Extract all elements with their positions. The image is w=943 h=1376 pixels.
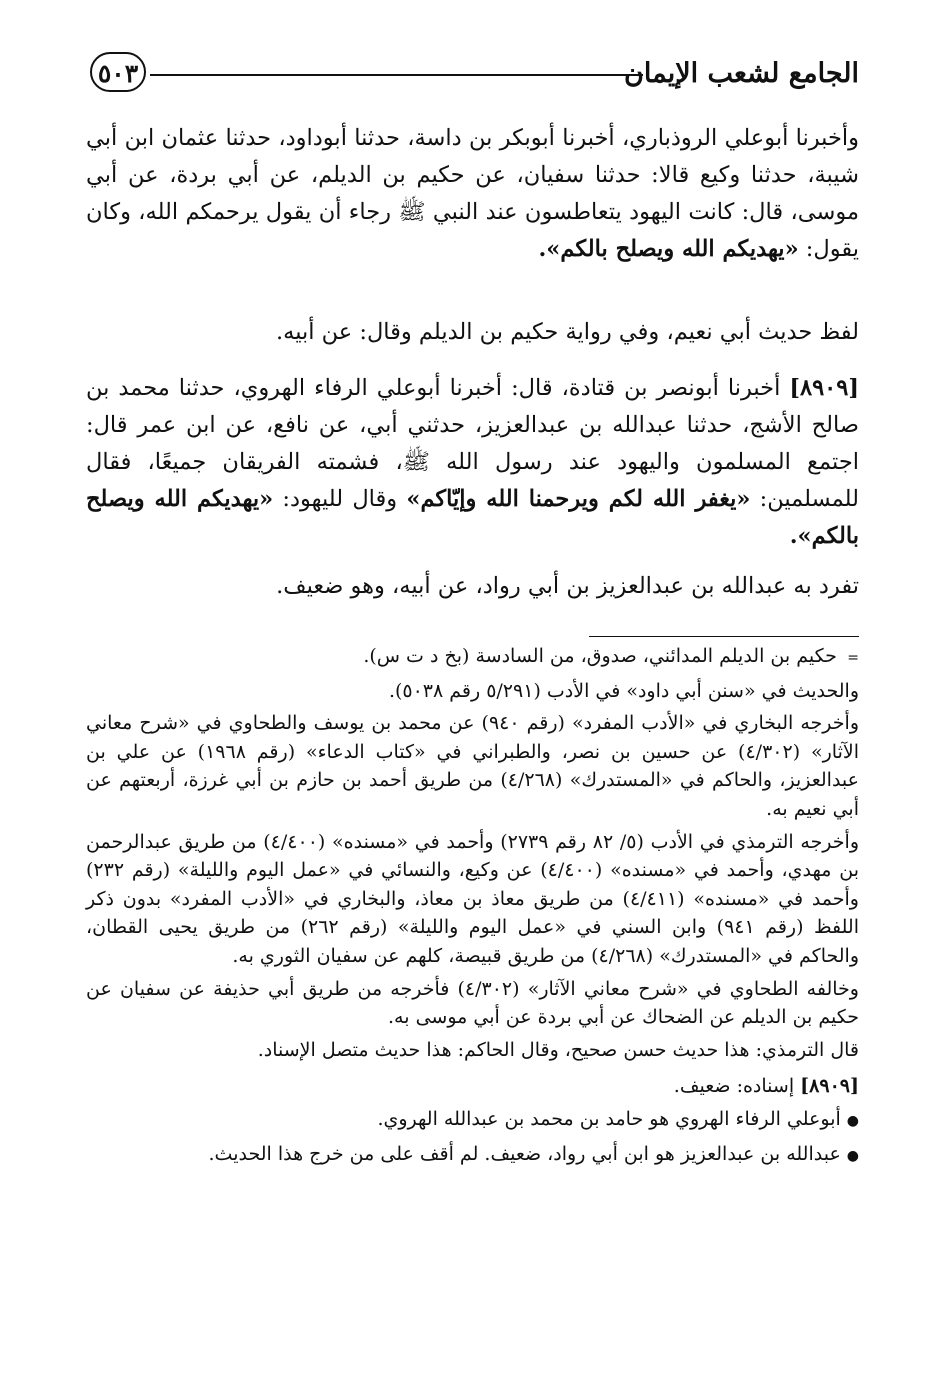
footnote-item: قال الترمذي: هذا حديث حسن صحيح، وقال الحاكم: هذا حديث متصل الإسناد. — [257, 1038, 859, 1061]
paragraph-text: تفرد به عبدالله بن عبدالعزيز بن أبي رواد، عن أبيه، وهو ضعيف. — [276, 573, 859, 599]
paragraph-hadith-8908-chain — [86, 120, 859, 268]
paragraph-hadith-8909 — [86, 370, 859, 555]
footnote-item: ● أبوعلي الرفاء الهروي هو حامد بن محمد بن عبدالله الهروي. — [86, 1105, 859, 1136]
paragraph-text: لفظ حديث أبي نعيم، وفي رواية حكيم بن الديلم وقال: عن أبيه. — [275, 319, 859, 345]
hadith-number: [٨٩٠٩] — [789, 375, 859, 401]
page-number: ٥٠٣ — [90, 52, 146, 92]
footnote-text: إسناده: ضعيف. — [673, 1075, 795, 1098]
paragraph-text: وأخبرنا أبوعلي الروذباري، أخبرنا أبوبكر بن داسة، حدثنا أبوداود، حدثنا عثمان ابن أبي شيبة، حدثنا وكيع قالا: حدثنا سفيان، عن حكيم بن الديلم، عن أبي بردة، عن أبي موسى، قال: كانت اليهود يتعاطسون عند النبي ﷺ رجاء أن يقول يرحمكم الله، وكان يقول: — [86, 125, 859, 262]
footnote-item: ● عبدالله بن عبدالعزيز هو ابن أبي رواد، ضعيف. لم أقف على من خرج هذا الحديث. — [86, 1140, 859, 1171]
footnote-number: [٨٩٠٩] — [800, 1075, 859, 1098]
header-rule — [150, 74, 643, 76]
paragraph-text: وقال لليهود: — [282, 486, 398, 512]
footnote-separator — [589, 636, 859, 637]
footnote-item: وأخرجه البخاري في «الأدب المفرد» (رقم ٩٤٠) عن محمد بن يوسف والطحاوي في «شرح معاني الآثار» (٤/٣٠٢) عن حسين بن نصر، والطبراني في «كتاب الدعاء» (رقم ١٩٦٨) عن علي بن عبدالعزيز، والحاكم في «المستدرك» (٤/٢٦٨) من طريق أحمد بن حازم بن أبي غرزة، أربعتهم عن أبي نعيم به. — [86, 712, 860, 820]
footnote-item: وخالفه الطحاوي في «شرح معاني الآثار» (٤/٣٠٢) فأخرجه من طريق أبي حذيفة عن سفيان عن حكيم بن الديلم عن الضحاك عن أبي بردة عن أبي موسى به. — [86, 977, 859, 1029]
footnote-item: = حكيم بن الديلم المدائني، صدوق، من السادسة (بخ د ت س). — [86, 642, 859, 673]
paragraph-text: أخبرنا أبونصر بن قتادة، قال: أخبرنا أبوعلي الرفاء الهروي، حدثنا محمد بن صالح الأشج، حدثنا عبدالله بن عبدالعزيز، حدثني أبي، عن نافع، عن ابن عمر قال: اجتمع المسلمون واليهود عند رسول الله ﷺ، فشمته الفريقان جميعًا، فقال للمسلمين: — [86, 375, 859, 512]
running-title: الجامع لشعب الإيمان — [624, 58, 859, 89]
footnotes — [86, 642, 859, 1174]
paragraph-note — [86, 314, 859, 351]
paragraph-remark — [86, 568, 859, 605]
hadith-quote: «يهديكم الله ويصلح بالكم». — [538, 236, 799, 262]
footnote-item — [86, 1072, 859, 1101]
footnote-item: وأخرجه الترمذي في الأدب (٥/ ٨٢ رقم ٢٧٣٩) وأحمد في «مسنده» (٤/٤٠٠) من طريق عبدالرحمن بن مهدي، وأحمد في «مسنده» (٤/٤٠٠) عن وكيع، والنسائي في «عمل اليوم والليلة» (رقم ٢٣٢) وأحمد في «مسنده» (٤/٤١١) من طريق معاذ بن معاذ، والبخاري في «الأدب المفرد» بدون ذكر اللفظ (رقم ٩٤١) وابن السني في «عمل اليوم والليلة» (رقم ٢٦٢) من طريق يحيى القطان، والحاكم في «المستدرك» (٤/٢٦٨) من طريق قبيصة، كلهم عن سفيان الثوري به. — [86, 830, 859, 967]
hadith-quote: «يغفر الله لكم ويرحمنا الله وإيّاكم» — [406, 486, 751, 512]
footnote-item: والحديث في «سنن أبي داود» في الأدب (٥/٢٩١ رقم ٥٠٣٨). — [388, 679, 859, 702]
hadith-quote: «يهديكم الله ويصلح بالكم». — [86, 486, 859, 549]
